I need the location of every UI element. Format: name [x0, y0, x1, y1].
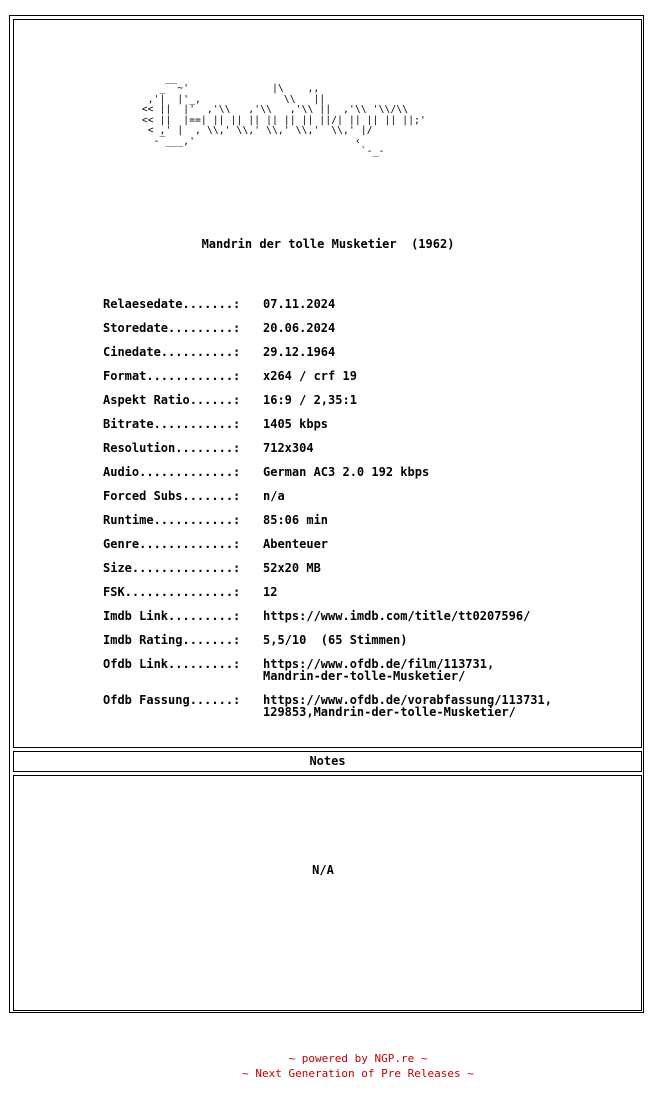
- release-info-list: [103, 298, 623, 730]
- goodboy-ascii-logo: _‾‾~' |\ ,, ,'| |'_, \\ || << || |' ,'\\ ,'\\ ,'\\ || ,'\\ '\\/\\ << || |==| || || || || || || ||/| || || || ||;' < ,' | , \\,' \\,' \\,' \\,' \\,' |/ -‾___,' ‹ `-_-: [141, 83, 426, 157]
- info-value: 07.11.2024: [263, 297, 336, 311]
- info-value: 52x20 MB: [263, 561, 321, 575]
- info-label: Size..............:: [103, 561, 241, 575]
- info-row-ofdb-fassung: [103, 694, 623, 730]
- notes-body-box: [13, 775, 642, 1011]
- info-row-bitrate: [103, 418, 623, 442]
- info-row-runtime: [103, 514, 623, 538]
- info-value: x264 / crf 19: [263, 369, 357, 383]
- info-row-aspect-ratio: [103, 394, 623, 418]
- info-label: Aspekt Ratio......:: [103, 393, 241, 407]
- info-value: 85:06 min: [263, 513, 329, 527]
- info-row-fsk: [103, 586, 623, 610]
- info-value: German AC3 2.0 192 kbps: [263, 465, 430, 479]
- info-value: 16:9 / 2,35:1: [263, 393, 357, 407]
- info-value: Abenteuer: [263, 537, 329, 551]
- info-row-cinedate: [103, 346, 623, 370]
- info-label: FSK...............:: [103, 585, 241, 599]
- info-label: Audio.............:: [103, 465, 241, 479]
- notes-title: Notes: [309, 754, 346, 768]
- imdb-link[interactable]: https://www.imdb.com/title/tt0207596/: [263, 609, 531, 623]
- info-value: 712x304: [263, 441, 314, 455]
- release-title: Mandrin der tolle Musketier (1962): [201, 237, 455, 251]
- info-label: Bitrate...........:: [103, 417, 241, 431]
- info-label: Runtime...........:: [103, 513, 241, 527]
- info-row-genre: [103, 538, 623, 562]
- info-label: Ofdb Link.........:: [103, 657, 241, 671]
- info-label: Forced Subs.......:: [103, 489, 241, 503]
- info-row-ofdb-link: [103, 658, 623, 694]
- info-label: Relaesedate.......:: [103, 297, 241, 311]
- info-value: 1405 kbps: [263, 417, 329, 431]
- info-label: Imdb Rating.......:: [103, 633, 241, 647]
- info-value: 20.06.2024: [263, 321, 336, 335]
- info-row-imdb-link: [103, 610, 623, 634]
- info-row-resolution: [103, 442, 623, 466]
- footer-tagline: ~ Next Generation of Pre Releases ~: [242, 1067, 474, 1080]
- info-value: 5,5/10 (65 Stimmen): [263, 633, 408, 647]
- info-row-storedate: [103, 322, 623, 346]
- info-value: 29.12.1964: [263, 345, 336, 359]
- info-label: Resolution........:: [103, 441, 241, 455]
- info-label: Storedate.........:: [103, 321, 241, 335]
- info-value: 12: [263, 585, 278, 599]
- info-row-size: [103, 562, 623, 586]
- footer-powered-by: ~ powered by NGP.re ~: [288, 1052, 428, 1065]
- ofdb-link[interactable]: https://www.ofdb.de/film/113731, Mandrin-der-tolle-Musketier/: [263, 657, 495, 683]
- info-label: Format............:: [103, 369, 241, 383]
- info-row-format: [103, 370, 623, 394]
- info-row-releasedate: [103, 298, 623, 322]
- info-label: Ofdb Fassung......:: [103, 693, 241, 707]
- info-label: Cinedate..........:: [103, 345, 241, 359]
- notes-text: N/A: [312, 863, 334, 877]
- info-label: Imdb Link.........:: [103, 609, 241, 623]
- info-row-audio: [103, 466, 623, 490]
- info-label: Genre.............:: [103, 537, 241, 551]
- info-row-imdb-rating: [103, 634, 623, 658]
- ofdb-fassung-link[interactable]: https://www.ofdb.de/vorabfassung/113731, 129853,Mandrin-der-tolle-Musketier/: [263, 693, 552, 719]
- info-row-forced-subs: [103, 490, 623, 514]
- info-value: n/a: [263, 489, 285, 503]
